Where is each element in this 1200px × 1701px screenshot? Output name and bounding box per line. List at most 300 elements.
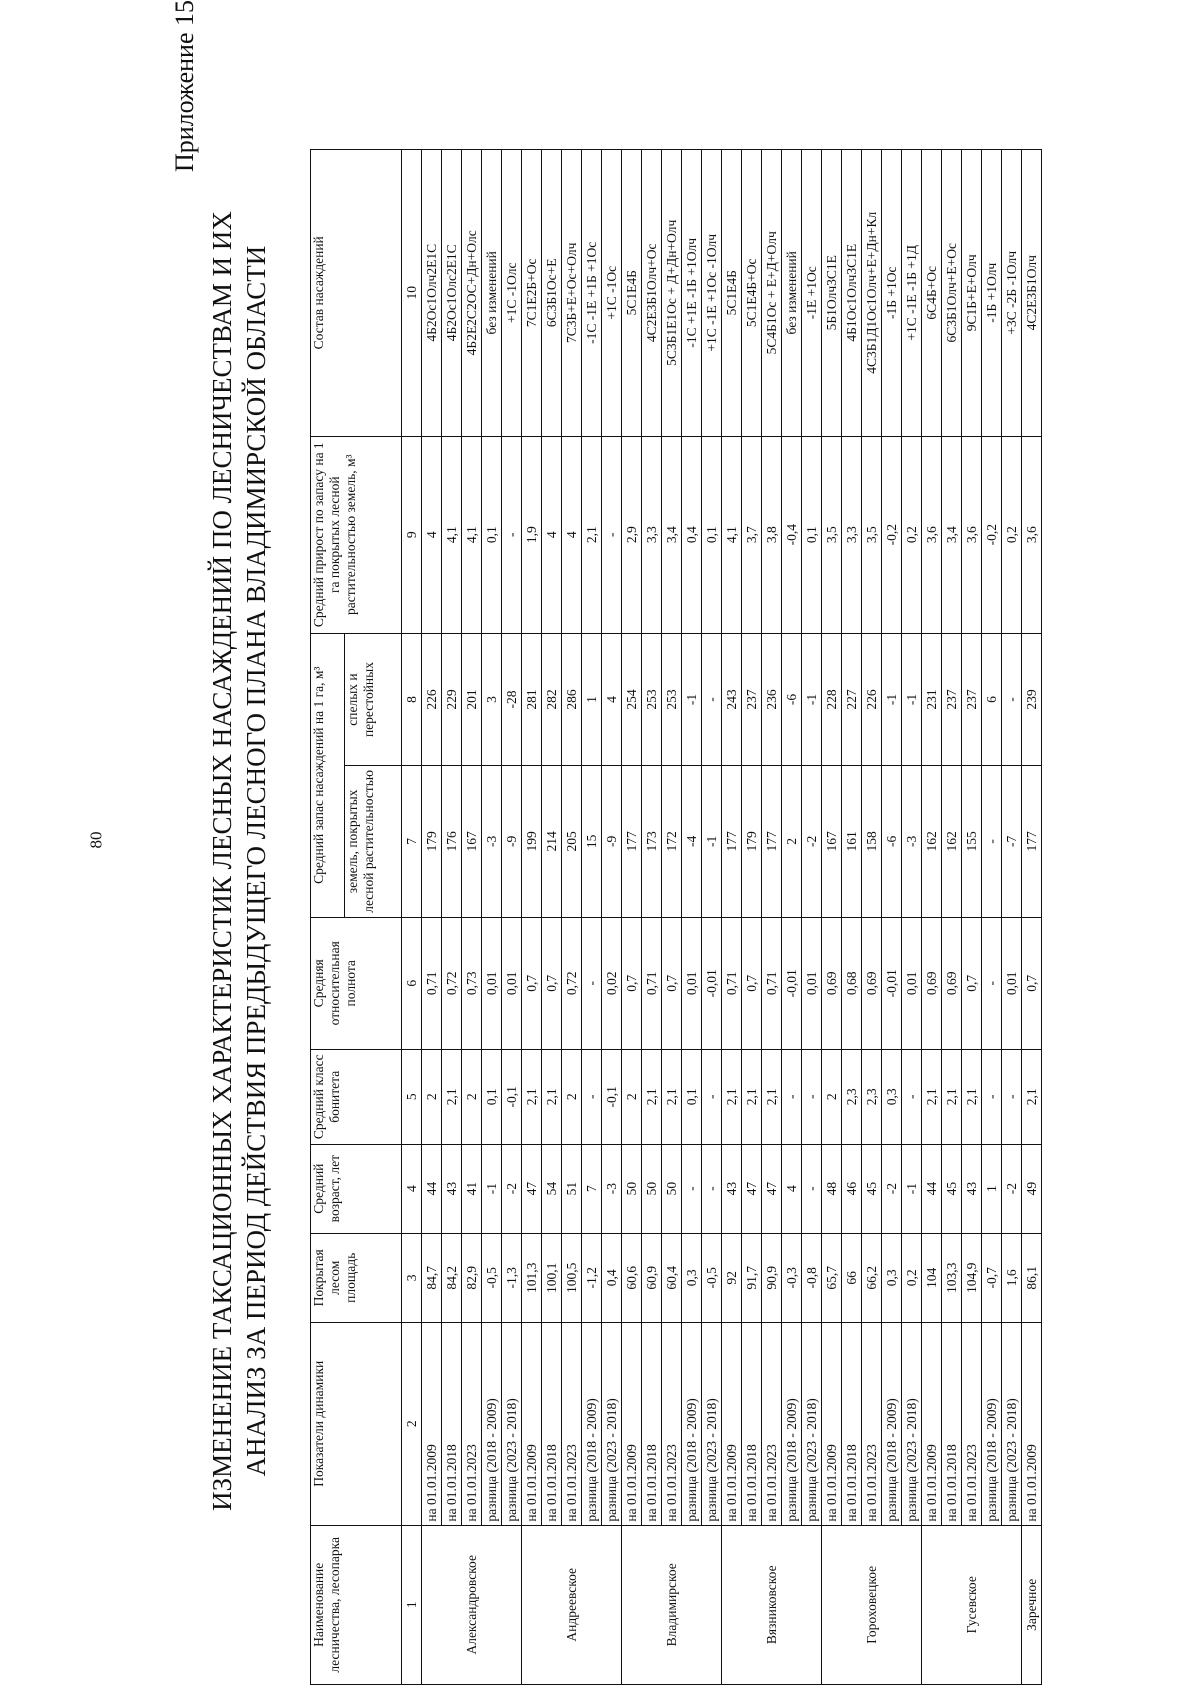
table-cell: -1 [802,633,822,765]
table-row [682,150,702,1685]
table-cell: -0,1 [602,1049,622,1144]
dynamics-label: на 01.01.2023 [662,1322,682,1525]
table-cell: 2,1 [1022,1049,1042,1144]
table-cell: -0,01 [782,917,802,1049]
table-cell: 0,7 [662,917,682,1049]
table-cell: -0,3 [782,1233,802,1322]
table-cell: 7С1Е2Б+Ос [522,150,542,437]
table-cell: - [802,1049,822,1144]
table-cell: 201 [462,633,482,765]
table-row [922,150,942,1685]
table-cell: 177 [762,766,782,917]
table-cell: 4Б2Ос1Олс2Е1С [442,150,462,437]
dynamics-label: разница (2023 - 2018) [702,1322,722,1525]
table-cell: 254 [622,633,642,765]
table-cell: 91,7 [742,1233,762,1322]
index-cell: 1 [402,1525,422,1684]
table-cell: 84,7 [422,1233,442,1322]
table-cell: -1 [902,633,922,765]
table-cell: 236 [762,633,782,765]
table-cell: 4,1 [722,436,742,633]
dynamics-label: на 01.01.2018 [842,1322,862,1525]
table-cell: 177 [722,766,742,917]
table-cell: 161 [842,766,862,917]
dynamics-label: на 01.01.2023 [762,1322,782,1525]
table-cell: 199 [522,766,542,917]
table-cell: 3,6 [1022,436,1042,633]
table-cell: 2 [462,1049,482,1144]
table-cell: 49 [1022,1144,1042,1233]
table-cell: 15 [582,766,602,917]
table-row [502,150,522,1685]
table-cell: -28 [502,633,522,765]
table-cell: 50 [622,1144,642,1233]
table-cell: 4Б1Ос1Олч3С1Е [842,150,862,437]
table-cell: - [782,1049,802,1144]
table-cell: -0,01 [702,917,722,1049]
table-cell: 0,1 [802,436,822,633]
dynamics-label: на 01.01.2009 [522,1322,542,1525]
table-body [422,150,1042,1685]
table-cell: -6 [882,766,902,917]
dynamics-label: разница (2023 - 2018) [1002,1322,1022,1525]
table-cell: 48 [822,1144,842,1233]
table-cell: 101,3 [522,1233,542,1322]
table-cell: 2,1 [642,1049,662,1144]
table-cell: 5С1Е4Б [722,150,742,437]
table-cell: 0,7 [962,917,982,1049]
table-cell: 2,1 [962,1049,982,1144]
dynamics-label: разница (2018 - 2009) [482,1322,502,1525]
header-composition: Состав насаждений [311,150,402,437]
table-cell: - [1002,1049,1022,1144]
table-cell: 0,7 [622,917,642,1049]
table-cell: 0,72 [562,917,582,1049]
table-cell: - [582,917,602,1049]
table-cell: 4 [782,1144,802,1233]
table-row [422,150,442,1685]
table-cell: 2,1 [722,1049,742,1144]
table-cell: -0,4 [782,436,802,633]
table-cell: 0,2 [902,436,922,633]
table-cell: 2 [822,1049,842,1144]
table-cell: 0,1 [682,1049,702,1144]
table-cell: -3 [902,766,922,917]
table-cell: 173 [642,766,662,917]
page-number: 80 [86,831,106,849]
table-cell: -4 [682,766,702,917]
dynamics-label: на 01.01.2018 [442,1322,462,1525]
forestry-name: Гороховецкое [822,1525,922,1684]
table-cell: 2 [422,1049,442,1144]
table-cell: 0,7 [542,917,562,1049]
dynamics-label: на 01.01.2009 [622,1322,642,1525]
table-row [762,150,782,1685]
table-cell: - [802,1144,822,1233]
table-cell: 2,1 [742,1049,762,1144]
table-cell: 0,7 [1022,917,1042,1049]
dynamics-label: разница (2023 - 2018) [602,1322,622,1525]
index-cell: 4 [402,1144,422,1233]
header-area: Покрытая лесом площадь [311,1233,402,1322]
table-row [702,150,722,1685]
table-cell: 0,7 [522,917,542,1049]
index-cell: 6 [402,917,422,1049]
dynamics-label: разница (2018 - 2009) [882,1322,902,1525]
table-cell: 5С3Б1Е1Ос + Д+Дн+Олч [662,150,682,437]
table-cell: 237 [942,633,962,765]
table-cell: 45 [942,1144,962,1233]
table-cell: 3,7 [742,436,762,633]
table-cell: -0,01 [882,917,902,1049]
table-cell: 47 [762,1144,782,1233]
table-cell: 0,3 [882,1049,902,1144]
forestry-name: Александровское [422,1525,522,1684]
table-cell: 4 [542,436,562,633]
table-cell: 0,72 [442,917,462,1049]
table-cell: +1С -1Е -1Б +1Д [902,150,922,437]
table-cell: 60,4 [662,1233,682,1322]
table-cell: - [682,1144,702,1233]
table-cell: 5С1Е4Б [622,150,642,437]
table-cell: -1,3 [502,1233,522,1322]
table-cell: 92 [722,1233,742,1322]
dynamics-label: разница (2023 - 2018) [902,1322,922,1525]
table-cell: 50 [642,1144,662,1233]
table-cell: без изменений [782,150,802,437]
table-cell: 282 [542,633,562,765]
table-cell: 0,01 [682,917,702,1049]
table-cell: 162 [942,766,962,917]
table-cell: 0,73 [462,917,482,1049]
table-cell: 4Б2Е2С2ОС+Дн+Олс [462,150,482,437]
table-row [982,150,1002,1685]
table-cell: -1Б +1Олч [982,150,1002,437]
table-cell: 2,1 [522,1049,542,1144]
table-cell: 2,1 [542,1049,562,1144]
table-cell: 0,69 [862,917,882,1049]
table-cell: 253 [642,633,662,765]
table-cell: -0,7 [982,1233,1002,1322]
table-cell: 0,01 [482,917,502,1049]
table-cell: 226 [862,633,882,765]
table-cell: -1 [482,1144,502,1233]
header-forestry: Наименование лесничества, лесопарка [311,1525,402,1684]
table-cell: - [602,436,622,633]
table-cell: 4,1 [442,436,462,633]
table-cell: 0,4 [682,436,702,633]
table-cell: 7 [582,1144,602,1233]
table-cell: 0,68 [842,917,862,1049]
title-line-2: АНАЛИЗ ЗА ПЕРИОД ДЕЙСТВИЯ ПРЕДЫДУЩЕГО ЛЕСНОГО ПЛАНА ВЛАДИМИРСКОЙ ОБЛАСТИ [241,245,271,1477]
index-cell: 2 [402,1322,422,1525]
table-cell: -0,5 [702,1233,722,1322]
table-cell: 100,1 [542,1233,562,1322]
table-cell: 6С4Б+Ос [922,150,942,437]
table-cell: 0,71 [422,917,442,1049]
index-cell: 8 [402,633,422,765]
appendix-label: Приложение 15 [170,0,199,173]
table-cell: 2,1 [582,436,602,633]
table-cell: 0,01 [502,917,522,1049]
table-cell: - [982,1049,1002,1144]
table-cell: 3,6 [962,436,982,633]
dynamics-label: разница (2018 - 2009) [782,1322,802,1525]
table-cell: 0,01 [802,917,822,1049]
table-cell: 50 [662,1144,682,1233]
index-cell: 3 [402,1233,422,1322]
table-cell: -1Б +1Ос [882,150,902,437]
table-cell: 179 [422,766,442,917]
table-cell: 2,1 [762,1049,782,1144]
table-row [662,150,682,1685]
table-cell: -1Е +1Ос [802,150,822,437]
table-cell: 4,1 [462,436,482,633]
dynamics-label: на 01.01.2018 [642,1322,662,1525]
table-cell: 4 [562,436,582,633]
table-cell: 100,5 [562,1233,582,1322]
table-cell: 179 [742,766,762,917]
table-row [722,150,742,1685]
forest-stand-table [310,149,1042,1685]
table-cell: 4 [602,633,622,765]
table-cell: 1 [982,1144,1002,1233]
table-cell: 9С1Б+Е+Олч [962,150,982,437]
index-cell: 7 [402,766,422,917]
table-cell: 177 [1022,766,1042,917]
table-cell: -9 [502,766,522,917]
table-cell: -2 [802,766,822,917]
table-cell: 243 [722,633,742,765]
table-cell: 231 [922,633,942,765]
table-cell: - [702,1049,722,1144]
table-cell: без изменений [482,150,502,437]
table-cell: - [902,1049,922,1144]
table-cell: 3,5 [822,436,842,633]
column-index-row [402,150,422,1685]
table-row [542,150,562,1685]
table-cell: 82,9 [462,1233,482,1322]
table-cell: 60,6 [622,1233,642,1322]
table-cell: 286 [562,633,582,765]
table-cell: 6 [982,633,1002,765]
table-cell: -0,1 [502,1049,522,1144]
table-cell: 41 [462,1144,482,1233]
table-row [782,150,802,1685]
dynamics-label: на 01.01.2023 [862,1322,882,1525]
table-cell: 5С1Е4Б+Ос [742,150,762,437]
table-cell: -7 [1002,766,1022,917]
table-cell: 0,7 [742,917,762,1049]
table-cell: 0,01 [902,917,922,1049]
forestry-name: Андреевское [522,1525,622,1684]
table-cell: 214 [542,766,562,917]
header-age: Средний возраст, лет [311,1144,402,1233]
table-row [642,150,662,1685]
header-density: Средняя относительная полнота [311,917,402,1049]
table-cell: 4С3Б1Д1Ос1Олч+Е+Дн+Кл [862,150,882,437]
header-bonitet: Средний класс бонитета [311,1049,402,1144]
table-cell: - [1002,633,1022,765]
dynamics-label: на 01.01.2023 [462,1322,482,1525]
table-cell: -1 [882,633,902,765]
dynamics-label: на 01.01.2009 [922,1322,942,1525]
table-cell: 3,3 [642,436,662,633]
table-cell: 3,6 [922,436,942,633]
table-cell: 237 [742,633,762,765]
table-cell: -2 [1002,1144,1022,1233]
table-cell: 239 [1022,633,1042,765]
table-cell: 3,3 [842,436,862,633]
table-cell: 65,7 [822,1233,842,1322]
table-cell: -1 [902,1144,922,1233]
header-increment: Средний прирост по запасу на 1 га покрытых лесной растительностью земель, м³ [311,436,402,633]
table-cell: 1,9 [522,436,542,633]
table-cell: -0,2 [982,436,1002,633]
table-row [802,150,822,1685]
table-cell: 66 [842,1233,862,1322]
table-cell: - [702,1144,722,1233]
table-cell: 0,71 [762,917,782,1049]
forestry-name: Вязниковское [722,1525,822,1684]
table-cell: - [982,766,1002,917]
dynamics-label: на 01.01.2018 [542,1322,562,1525]
table-row [1022,150,1042,1685]
table-cell: 0,2 [1002,436,1022,633]
table-cell: 2,3 [842,1049,862,1144]
dynamics-label: на 01.01.2009 [422,1322,442,1525]
table-cell: 43 [442,1144,462,1233]
table-cell: 103,3 [942,1233,962,1322]
table-cell: -1,2 [582,1233,602,1322]
table-row [882,150,902,1685]
table-cell: 3,5 [862,436,882,633]
table-cell: 60,9 [642,1233,662,1322]
table-cell: 2,1 [922,1049,942,1144]
table-row [822,150,842,1685]
table-cell: 237 [962,633,982,765]
table-cell: 0,4 [602,1233,622,1322]
table-cell: 177 [622,766,642,917]
table-row [962,150,982,1685]
dynamics-label: разница (2023 - 2018) [502,1322,522,1525]
table-cell: 7С3Б+Е+Ос+Олч [562,150,582,437]
dynamics-label: разница (2018 - 2009) [682,1322,702,1525]
table-cell: -1С +1Е -1Б +1Олч [682,150,702,437]
header-row-1 [311,150,345,1685]
table-cell: 46 [842,1144,862,1233]
title-line-1: ИЗМЕНЕНИЕ ТАКСАЦИОННЫХ ХАРАКТЕРИСТИК ЛЕСНЫХ НАСАЖДЕНИЙ ПО ЛЕСНИЧЕСТВАМ И ИХ [207,211,237,1511]
table-row [842,150,862,1685]
table-cell: 1,6 [1002,1233,1022,1322]
table-cell: -1 [682,633,702,765]
table-cell: 4С2Е3Б1Олч [1022,150,1042,437]
table-cell: 162 [922,766,942,917]
table-cell: 84,2 [442,1233,462,1322]
dynamics-label: разница (2018 - 2009) [982,1322,1002,1525]
table-cell: +1С -1Ос [602,150,622,437]
table-cell: 4Б2Ос1Олч2Е1С [422,150,442,437]
table-cell: -0,5 [482,1233,502,1322]
table-cell: 2 [782,766,802,917]
table-cell: - [582,1049,602,1144]
table-cell: 229 [442,633,462,765]
table-cell: -6 [782,633,802,765]
table-cell: +3С -2Б -1Олч [1002,150,1022,437]
document-title [205,61,273,1661]
table-cell: 2,1 [442,1049,462,1144]
table-cell: 155 [962,766,982,917]
table-cell: 90,9 [762,1233,782,1322]
table-cell: 0,1 [702,436,722,633]
table-row [522,150,542,1685]
table-cell: 3 [482,633,502,765]
table-cell: -3 [482,766,502,917]
dynamics-label: на 01.01.2023 [562,1322,582,1525]
table-cell: 104 [922,1233,942,1322]
table-cell: 0,3 [682,1233,702,1322]
table-row [582,150,602,1685]
table-cell: 176 [442,766,462,917]
table-row [462,150,482,1685]
table-cell: 3,8 [762,436,782,633]
table-cell: -2 [882,1144,902,1233]
index-cell: 10 [402,150,422,437]
table-cell: 4С2Е3Б1Олч+Ос [642,150,662,437]
table-cell: 167 [462,766,482,917]
table-cell: 3,4 [662,436,682,633]
table-row [862,150,882,1685]
dynamics-label: на 01.01.2009 [722,1322,742,1525]
forestry-name: Заречное [1022,1525,1042,1684]
table-cell: 2 [562,1049,582,1144]
dynamics-label: на 01.01.2009 [822,1322,842,1525]
header-stock-mature: спелых и перестойных [345,633,402,765]
table-cell: 2 [622,1049,642,1144]
table-cell: - [982,917,1002,1049]
table-cell: 0,01 [1002,917,1022,1049]
table-cell: 253 [662,633,682,765]
table-cell: -0,8 [802,1233,822,1322]
table-row [1002,150,1022,1685]
table-cell: 172 [662,766,682,917]
table-cell: 0,71 [642,917,662,1049]
table-cell: 0,3 [882,1233,902,1322]
table-cell: -2 [502,1144,522,1233]
table-cell: - [502,436,522,633]
table-cell: 167 [822,766,842,917]
table-cell: -1С -1Е +1Б +1Ос [582,150,602,437]
table-cell: 205 [562,766,582,917]
table-cell: 47 [522,1144,542,1233]
table-cell: 51 [562,1144,582,1233]
table-cell: 2,1 [942,1049,962,1144]
table-cell: 0,1 [482,436,502,633]
table-row [742,150,762,1685]
table-cell: 281 [522,633,542,765]
table-row [562,150,582,1685]
table-cell: +1С -1Олс [502,150,522,437]
table-cell: 45 [862,1144,882,1233]
table-cell: 66,2 [862,1233,882,1322]
table-cell: 0,02 [602,917,622,1049]
table-cell: 0,69 [922,917,942,1049]
table-cell: 43 [722,1144,742,1233]
table-cell: 6С3Б1Олч+Е+Ос [942,150,962,437]
dynamics-label: разница (2018 - 2009) [582,1322,602,1525]
table-cell: -1 [702,766,722,917]
table-cell: 3,4 [942,436,962,633]
